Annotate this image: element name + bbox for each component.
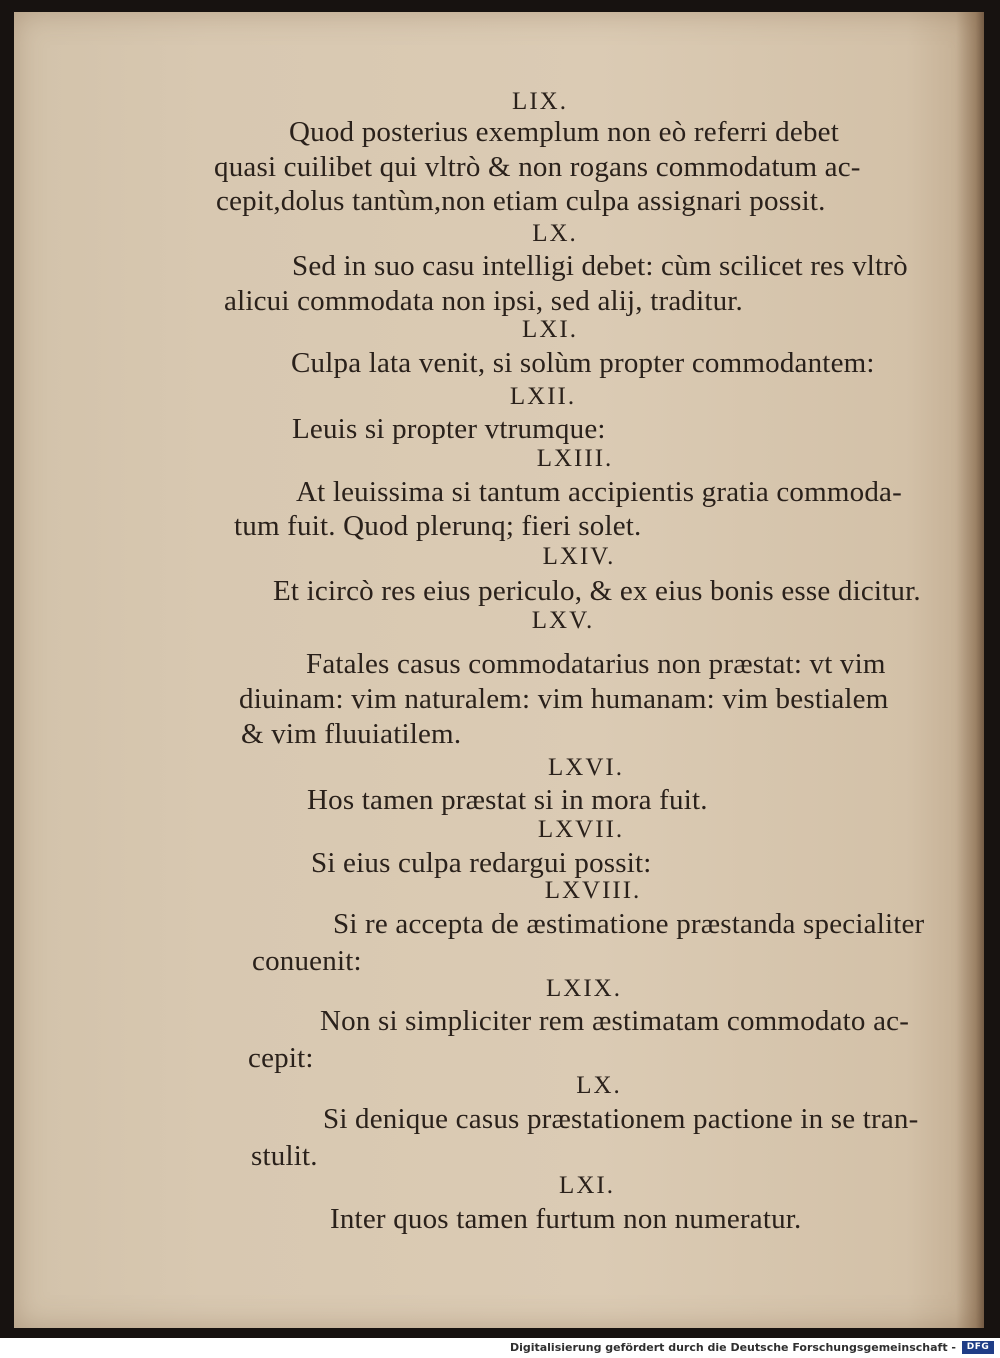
digitization-footer (0, 1338, 1000, 1358)
text-line: conuenit: (252, 945, 362, 977)
text-line: Si denique casus præstationem pactione in se tran- (323, 1103, 919, 1135)
text-line: Si eius culpa redargui possit: (311, 847, 652, 879)
text-line: Hos tamen præstat si in mora fuit. (307, 784, 708, 816)
text-line: Si re accepta de æstimatione præstanda specialiter (333, 908, 925, 940)
section-numeral: LXIV. (542, 543, 616, 570)
text-line: cepit,dolus tantùm,non etiam culpa assignari possit. (216, 185, 826, 217)
text-line: & vim fluuiatilem. (241, 718, 462, 750)
text-line: stulit. (251, 1140, 318, 1172)
section-numeral: LXI. (559, 1172, 615, 1199)
text-line: diuinam: vim naturalem: vim humanam: vim bestialem (239, 683, 889, 715)
section-numeral: LXII. (509, 383, 577, 410)
text-line: Quod posterius exemplum non eò referri debet (289, 116, 839, 148)
text-line: Culpa lata venit, si solùm propter commodantem: (291, 347, 875, 379)
section-numeral: LXIX. (546, 975, 622, 1002)
section-numeral: LXVII. (537, 816, 625, 843)
section-numeral: LX. (532, 220, 578, 247)
text-line: cepit: (248, 1042, 314, 1074)
section-numeral: LXIII. (536, 445, 614, 472)
text-line: Leuis si propter vtrumque: (292, 413, 606, 445)
funding-credit: Digitalisierung gefördert durch die Deutsche Forschungsgemeinschaft - (509, 1341, 956, 1354)
text-line: alicui commodata non ipsi, sed alij, traditur. (224, 285, 744, 317)
text-line: Inter quos tamen furtum non numeratur. (330, 1203, 802, 1235)
section-numeral: LX. (576, 1072, 622, 1099)
text-line: tum fuit. Quod plerunq; fieri solet. (234, 510, 642, 542)
section-numeral: LXI. (522, 316, 578, 343)
section-numeral: LXVIII. (544, 877, 642, 904)
text-line: Sed in suo casu intelligi debet: cùm scilicet res vltrò (292, 250, 908, 282)
text-line: Non si simpliciter rem æstimatam commodato ac- (320, 1005, 910, 1037)
section-numeral: LXV. (531, 607, 595, 634)
dfg-logo-icon: DFG (962, 1341, 994, 1354)
section-numeral: LIX. (512, 88, 568, 115)
text-line: Fatales casus commodatarius non præstat: vt vim (306, 648, 886, 680)
text-line: Et icircò res eius periculo, & ex eius bonis esse dicitur. (273, 575, 921, 607)
section-numeral: LXVI. (548, 754, 624, 781)
text-line: quasi cuilibet qui vltrò & non rogans commodatum ac- (214, 151, 861, 183)
text-line: At leuissima si tantum accipientis gratia commoda- (296, 476, 902, 508)
